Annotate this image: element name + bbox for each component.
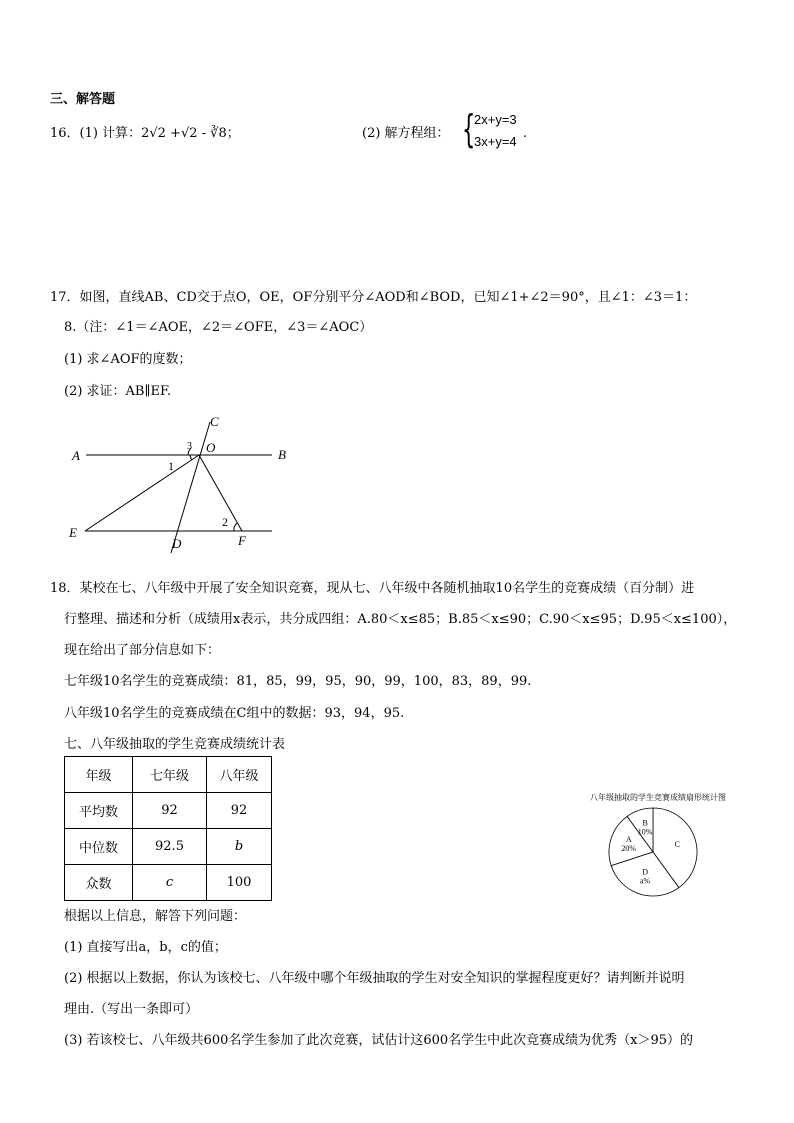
q16-part1 [50, 122, 240, 141]
q16-part1-expr: 2√2 +√2 - ∛8； [141, 126, 240, 141]
stats-table [64, 756, 272, 901]
q16-part2-label: (2) 解方程组： [362, 126, 450, 141]
q17-line2: 8.（注：∠1＝∠AOE，∠2＝∠OFE，∠3＝∠AOC） [64, 320, 373, 335]
table-cell: 100 [207, 865, 272, 901]
section-title: 三、解答题 [50, 92, 116, 107]
angle1-arc [190, 455, 192, 460]
angle2-arc [234, 523, 237, 531]
pie-title: 八年级抽取的学生竞赛成绩扇形统计图 [590, 793, 726, 802]
pie-label-c: C [674, 840, 680, 850]
table-header-cell: 八年级 [207, 757, 272, 793]
label-2: 2 [222, 515, 228, 529]
pie-label-a: A [625, 835, 632, 845]
q18-sub3: (3) 若该校七、八年级共600名学生参加了此次竞赛，试估计这600名学生中此次竞赛成绩为优秀（x＞95）的 [64, 1033, 694, 1048]
q18-line4: 七年级10名学生的竞赛成绩：81，85，99，95，90，99，100，83，89，99. [64, 674, 532, 689]
label-c: C [210, 414, 219, 429]
label-3: 3 [187, 441, 192, 452]
table-cell: 92 [207, 793, 272, 829]
table-row [65, 829, 272, 865]
q18-sub1: (1) 直接写出a，b，c的值； [64, 940, 227, 955]
q17-sub1: (1) 求∠AOF的度数； [64, 352, 192, 367]
q18-table-title: 七、八年级抽取的学生竞赛成绩统计表 [64, 737, 286, 752]
label-f: F [238, 533, 246, 548]
q16-eq-end: . [523, 126, 528, 141]
table-row [65, 793, 272, 829]
q18-line5: 八年级10名学生的竞赛成绩在C组中的数据：93，94，95. [64, 706, 405, 721]
table-header-cell: 七年级 [133, 757, 207, 793]
table-cell: 92 [133, 793, 207, 829]
table-header-row [65, 757, 272, 793]
pie-value-a: 20% [621, 844, 637, 854]
line-of [199, 455, 242, 531]
line-oe [85, 455, 199, 531]
q18-line1: 18．某校在七、八年级中开展了安全知识竞赛，现从七、八年级中各随机抽取10名学生的竞赛成绩（百分制）进 [50, 581, 695, 596]
label-1: 1 [168, 459, 174, 473]
pie-slices [609, 808, 697, 896]
pie-label-d: D [642, 867, 649, 877]
table-cell: 众数 [65, 865, 133, 901]
label-o: O [206, 440, 216, 455]
pie-value-b: 10% [637, 827, 653, 837]
table-row [65, 865, 272, 901]
label-e: E [69, 525, 77, 540]
q16-part1-label: 16．(1) 计算： [50, 126, 142, 141]
geometry-figure [60, 408, 300, 556]
q18-sub2b: 理由.（写出一条即可） [64, 1002, 199, 1017]
q16-eq1: 2x+y=3 [474, 112, 517, 127]
label-d: D [172, 536, 182, 551]
pie-chart [588, 790, 748, 900]
pie-value-d: a% [640, 876, 651, 886]
q18-line2: 行整理、描述和分析（成绩用x表示，共分成四组：A.80＜x≤85；B.85＜x≤90；C.90＜x≤95；D.95＜x≤100）， [64, 612, 737, 627]
label-a: A [72, 448, 80, 463]
q17-sub2: (2) 求证：AB∥EF. [64, 384, 172, 399]
q17-line1: 17．如图，直线AB、CD交于点O，OE，OF分别平分∠AOD和∠BOD，已知∠1+∠2＝90°，且∠1：∠3＝1： [50, 290, 697, 305]
system-brace-icon: { [462, 107, 476, 151]
q18-after1: 根据以上信息，解答下列问题： [64, 909, 247, 924]
q18-line3: 现在给出了部分信息如下： [64, 643, 221, 658]
table-header-cell: 年级 [65, 757, 133, 793]
table-cell: b [207, 829, 272, 865]
table-cell: 中位数 [65, 829, 133, 865]
pie-label-b: B [642, 818, 648, 828]
q18-sub2a: (2) 根据以上数据，你认为该校七、八年级中哪个年级抽取的学生对安全知识的掌握程度更好？请判断并说明 [64, 971, 685, 986]
table-cell: 92.5 [133, 829, 207, 865]
table-cell: 平均数 [65, 793, 133, 829]
table-cell: c [133, 865, 207, 901]
label-b: B [278, 447, 286, 462]
q16-eq2: 3x+y=4 [474, 134, 517, 149]
